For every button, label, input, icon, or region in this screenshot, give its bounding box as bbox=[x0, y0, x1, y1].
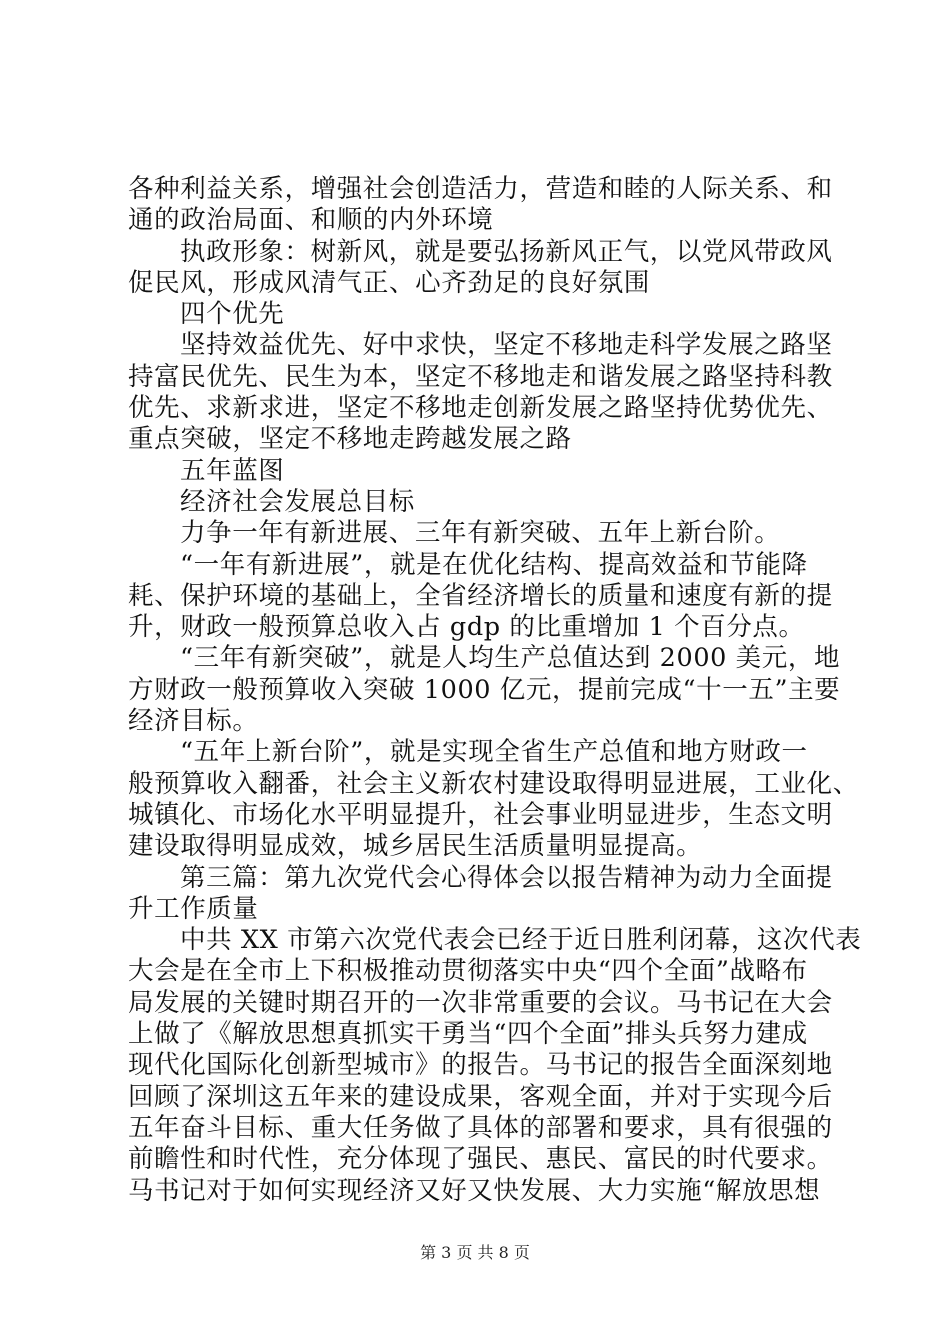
text-line: 升工作质量 bbox=[128, 893, 259, 924]
text-line: 上做了《解放思想真抓实干勇当“四个全面”排头兵努力建成 bbox=[128, 1019, 808, 1050]
text-line: 优先、求新求进，坚定不移地走创新发展之路坚持优势优先、 bbox=[128, 393, 833, 424]
text-line: 力争一年有新进展、三年有新突破、五年上新台阶。 bbox=[180, 518, 781, 549]
text-line: 各种利益关系，增强社会创造活力，营造和睦的人际关系、和 bbox=[128, 174, 833, 204]
text-line: 大会是在全市上下积极推动贯彻落实中央“四个全面”战略布 bbox=[128, 956, 808, 987]
text-line: 通的政治局面、和顺的内外环境 bbox=[128, 205, 494, 236]
text-line: 五年蓝图 bbox=[180, 455, 285, 486]
text-line: 建设取得明显成效，城乡居民生活质量明显提高。 bbox=[128, 831, 703, 862]
text-line: 城镇化、市场化水平明显提升，社会事业明显进步，生态文明 bbox=[128, 799, 833, 830]
page-footer: 第 3 页 共 8 页 bbox=[420, 1243, 530, 1262]
text-line: 般预算收入翻番，社会主义新农村建设取得明显进展，工业化、 bbox=[128, 768, 859, 799]
text-line: 前瞻性和时代性，充分体现了强民、惠民、富民的时代要求。 bbox=[128, 1144, 833, 1175]
text-line: 第三篇：第九次党代会心得体会以报告精神为动力全面提 bbox=[180, 862, 833, 893]
text-line: 马书记对于如何实现经济又好又快发展、大力实施“解放思想 bbox=[128, 1175, 821, 1206]
text-line: 现代化国际化创新型城市》的报告。马书记的报告全面深刻地 bbox=[128, 1050, 833, 1081]
text-line: “一年有新进展”，就是在优化结构、提高效益和节能降 bbox=[180, 549, 808, 580]
text-line: 四个优先 bbox=[180, 299, 285, 330]
text-line: 经济社会发展总目标 bbox=[180, 486, 415, 517]
document-body bbox=[128, 174, 862, 1207]
text-line: “五年上新台阶”，就是实现全省生产总值和地方财政一 bbox=[180, 737, 808, 768]
text-line: 经济目标。 bbox=[128, 706, 259, 737]
text-line: 中共 XX 市第六次党代表会已经于近日胜利闭幕，这次代表 bbox=[180, 925, 862, 956]
text-line: 持富民优先、民生为本，坚定不移地走和谐发展之路坚持科教 bbox=[128, 361, 833, 392]
text-line: 重点突破，坚定不移地走跨越发展之路 bbox=[128, 424, 572, 455]
text-line: “三年有新突破”，就是人均生产总值达到 2000 美元，地 bbox=[180, 643, 841, 674]
text-line: 坚持效益优先、好中求快，坚定不移地走科学发展之路坚 bbox=[180, 330, 833, 361]
text-line: 升，财政一般预算总收入占 gdp 的比重增加 1 个百分点。 bbox=[128, 612, 805, 643]
text-line: 回顾了深圳这五年来的建设成果，客观全面，并对于实现今后 bbox=[128, 1081, 833, 1112]
text-line: 局发展的关键时期召开的一次非常重要的会议。马书记在大会 bbox=[128, 987, 833, 1018]
text-line: 促民风，形成风清气正、心齐劲足的良好氛围 bbox=[128, 267, 651, 298]
text-line: 五年奋斗目标、重大任务做了具体的部署和要求，具有很强的 bbox=[128, 1112, 833, 1143]
text-line: 耗、保护环境的基础上，全省经济增长的质量和速度有新的提 bbox=[128, 580, 833, 611]
text-line: 执政形象：树新风，就是要弘扬新风正气，以党风带政风 bbox=[180, 236, 833, 267]
text-line: 方财政一般预算收入突破 1000 亿元，提前完成“十一五”主要 bbox=[128, 674, 841, 705]
